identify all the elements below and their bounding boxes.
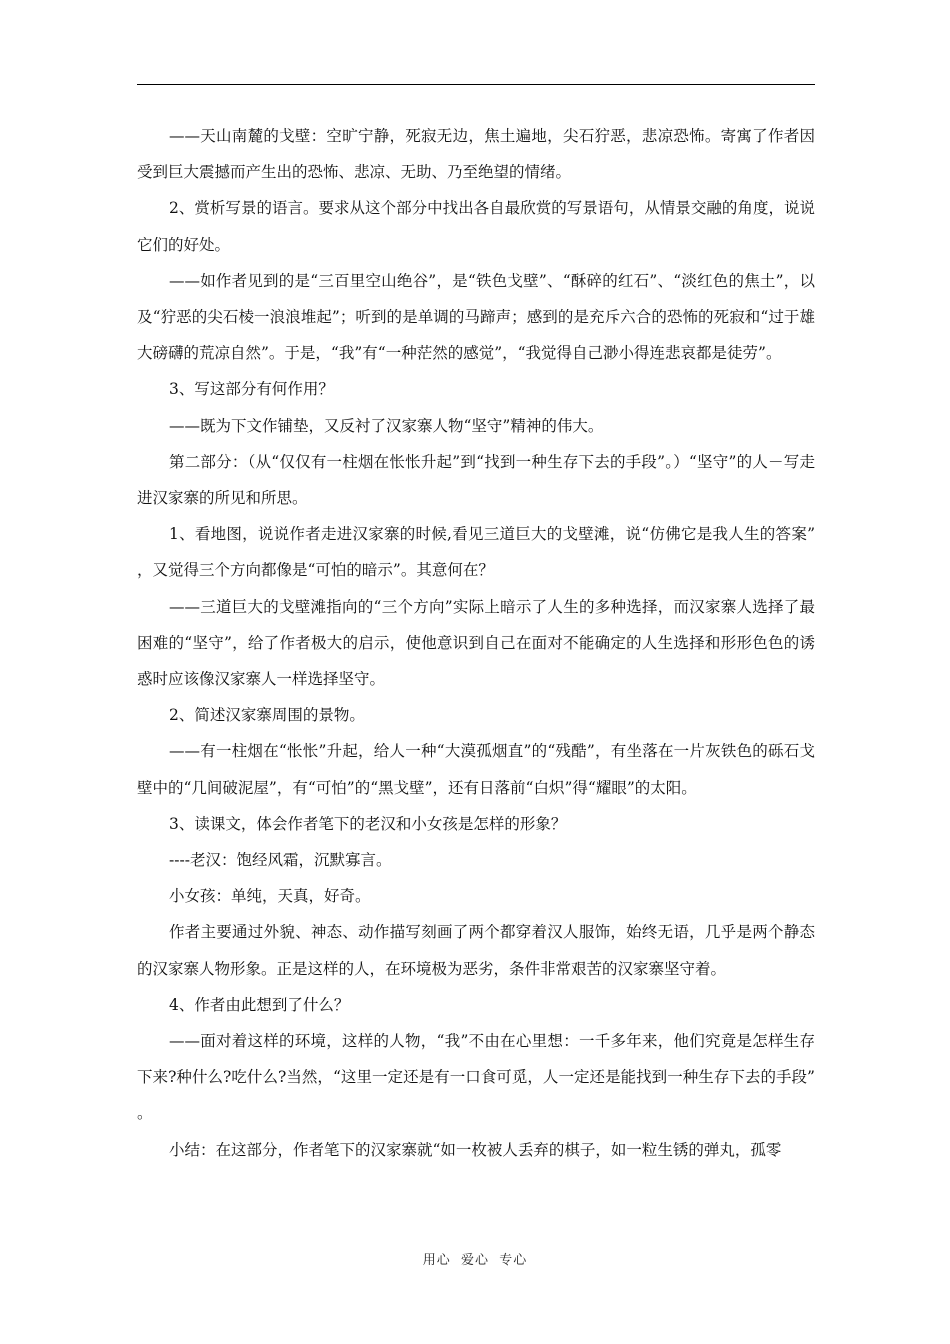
- paragraph-4: 3、写这部分有何作用？: [169, 380, 334, 399]
- paragraph-1: ——天山南麓的戈壁：空旷宁静，死寂无边，焦土遍地，尖石狞恶，悲凉恐怖。寄寓了作者因受到巨大震撼而产生出的恐怖、悲凉、无助、乃至绝望的情绪。: [137, 127, 815, 182]
- header-rule: [137, 84, 815, 85]
- paragraph-17: 小结：在这部分，作者笔下的汉家寨就“如一枚被人丢弃的棋子，如一粒生锈的弹丸，孤零: [169, 1140, 782, 1159]
- page-footer: 用心 爱心 专心: [422, 1253, 528, 1268]
- paragraph-13: 小女孩：单纯，天真，好奇。: [169, 887, 371, 906]
- paragraph-8: ——三道巨大的戈壁滩指向的“三个方向”实际上暗示了人生的多种选择，而汉家寨人选择了最困难的“坚守”，给了作者极大的启示，使他意识到自己在面对不能确定的人生选择和形形色色的诱惑时应该像汉家寨人一样选择坚守。: [137, 597, 815, 689]
- paragraph-11: 3、读课文，体会作者笔下的老汉和小女孩是怎样的形象？: [169, 814, 567, 833]
- paragraph-5: ——既为下文作铺垫，又反衬了汉家寨人物“坚守”精神的伟大。: [169, 416, 604, 435]
- paragraph-12: ----老汉：饱经风霜，沉默寡言。: [169, 851, 392, 870]
- paragraph-2: 2、赏析写景的语言。要求从这个部分中找出各自最欣赏的写景语句，从情景交融的角度，说说它们的好处。: [137, 199, 815, 254]
- document-body: [137, 118, 815, 1168]
- paragraph-14: 作者主要通过外貌、神态、动作描写刻画了两个都穿着汉人服饰，始终无语，几乎是两个静态的汉家寨人物形象。正是这样的人，在环境极为恶劣，条件非常艰苦的汉家寨坚守着。: [137, 923, 815, 978]
- paragraph-6: 第二部分：（从“仅仅有一柱烟在怅怅升起”到“找到一种生存下去的手段”。）“坚守”的人－写走进汉家寨的所见和所思。: [137, 452, 815, 508]
- paragraph-16: ——面对着这样的环境，这样的人物，“我”不由在心里想：一千多年来，他们究竟是怎样生存下来?种什么?吃什么?当然，“这里一定还是有一口食可觅，人一定还是能找到一种生存下去的手段”。: [137, 1032, 815, 1123]
- paragraph-9: 2、简述汉家寨周围的景物。: [169, 706, 365, 725]
- paragraph-7: 1、看地图，说说作者走进汉家寨的时候,看见三道巨大的戈壁滩，说“仿佛它是我人生的答案”，又觉得三个方向都像是“可怕的暗示”。其意何在？: [137, 525, 815, 580]
- paragraph-10: ——有一柱烟在“怅怅”升起，给人一种“大漠孤烟直”的“残酷”，有坐落在一片灰铁色的砾石戈壁中的“几间破泥屋”，有“可怕”的“黑戈壁”，还有日落前“白炽”得“耀眼”的太阳。: [137, 742, 815, 797]
- paragraph-3: ——如作者见到的是“三百里空山绝谷”，是“铁色戈壁”、“酥碎的红石”、“淡红色的焦土”，以及“狞恶的尖石棱一浪浪堆起”；听到的是单调的马蹄声；感到的是充斥六合的恐怖的死寂和“过于雄大磅礴的荒凉自然”。于是，“我”有“一种茫然的感觉”，“我觉得自己渺小得连悲哀都是徒劳”。: [137, 271, 815, 363]
- paragraph-15: 4、作者由此想到了什么？: [169, 995, 350, 1014]
